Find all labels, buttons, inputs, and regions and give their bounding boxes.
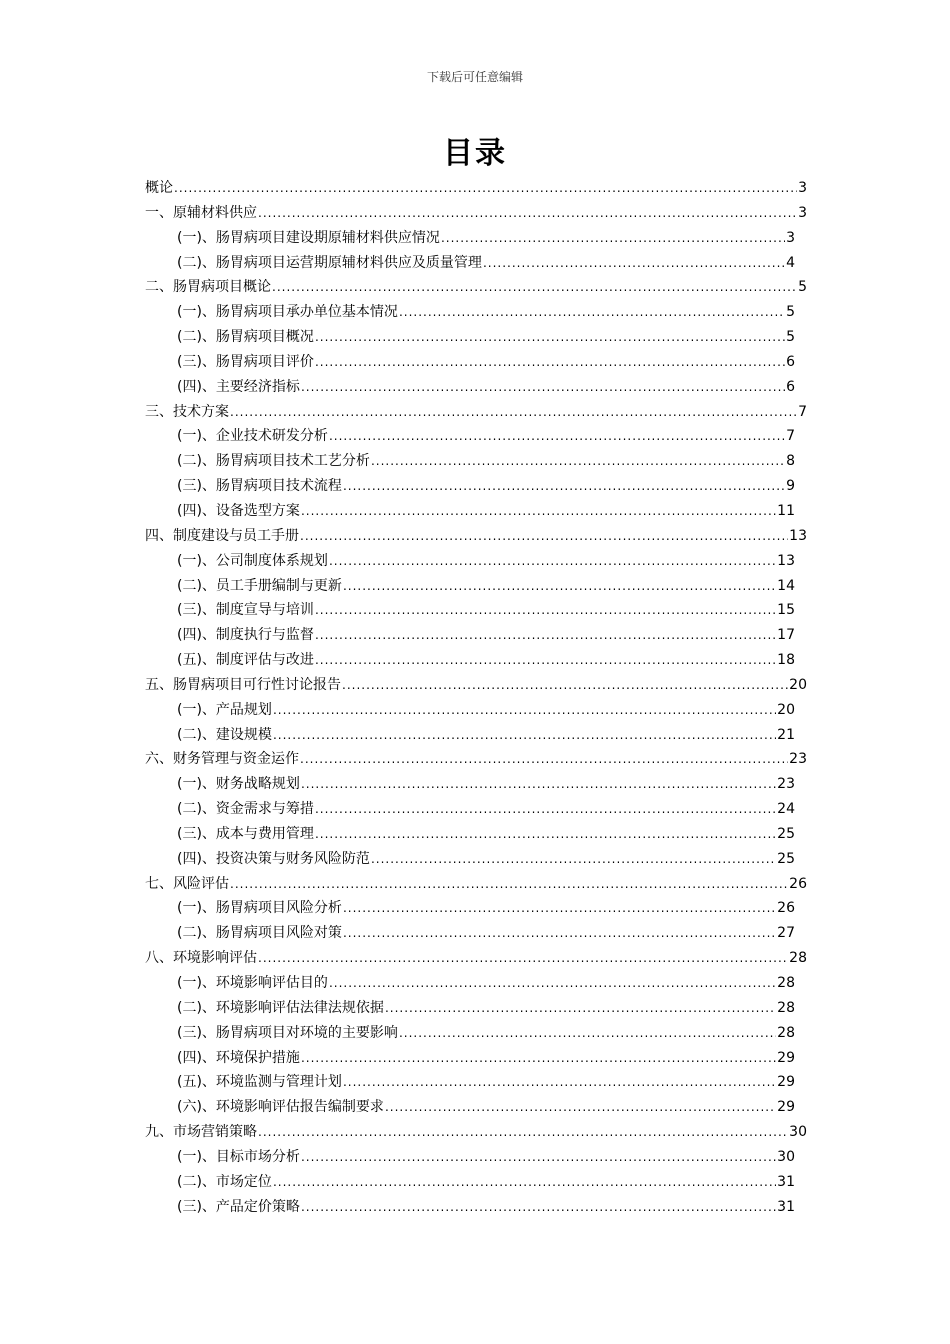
toc-entry[interactable] xyxy=(145,648,807,673)
toc-entry[interactable] xyxy=(145,946,807,971)
toc-entry-page-number: 28 xyxy=(777,999,795,1016)
toc-dot-leader xyxy=(315,797,776,822)
toc-entry[interactable] xyxy=(145,176,807,201)
toc-dot-leader xyxy=(385,996,776,1021)
toc-entry-label: (二)、员工手册编制与更新 xyxy=(177,577,342,594)
toc-entry-label: (二)、肠胃病项目风险对策 xyxy=(177,925,342,942)
table-of-contents xyxy=(145,176,807,1219)
toc-entry-label: (一)、肠胃病项目承办单位基本情况 xyxy=(177,304,398,321)
toc-entry-page-number: 15 xyxy=(777,602,795,619)
toc-entry-page-number: 5 xyxy=(786,304,795,321)
toc-entry[interactable] xyxy=(145,1120,807,1145)
toc-dot-leader xyxy=(230,400,797,425)
toc-entry-page-number: 25 xyxy=(777,850,795,867)
toc-entry-label: (二)、建设规模 xyxy=(177,726,272,743)
toc-entry-page-number: 29 xyxy=(777,1099,795,1116)
toc-dot-leader xyxy=(343,921,776,946)
toc-entry[interactable] xyxy=(145,971,807,996)
toc-dot-leader xyxy=(315,325,785,350)
toc-entry-label: (四)、制度执行与监督 xyxy=(177,627,314,644)
toc-entry[interactable] xyxy=(145,723,807,748)
toc-entry[interactable] xyxy=(145,375,807,400)
toc-entry[interactable] xyxy=(145,797,807,822)
toc-entry-label: (一)、企业技术研发分析 xyxy=(177,428,328,445)
toc-entry[interactable] xyxy=(145,1070,807,1095)
toc-entry[interactable] xyxy=(145,822,807,847)
toc-entry[interactable] xyxy=(145,1021,807,1046)
toc-entry[interactable] xyxy=(145,474,807,499)
toc-title: 目录 xyxy=(443,136,507,171)
toc-entry[interactable] xyxy=(145,1170,807,1195)
toc-dot-leader xyxy=(385,1095,776,1120)
toc-entry[interactable] xyxy=(145,598,807,623)
toc-dot-leader xyxy=(272,275,797,300)
toc-entry-label: (一)、环境影响评估目的 xyxy=(177,975,328,991)
toc-entry-label: 九、市场营销策略 xyxy=(145,1124,257,1141)
toc-entry[interactable] xyxy=(145,872,807,897)
toc-entry-label: (三)、成本与费用管理 xyxy=(177,825,314,842)
header-note: 下载后可任意编辑 xyxy=(426,70,523,84)
toc-entry-label: 六、财务管理与资金运作 xyxy=(145,751,299,768)
toc-entry-label: (三)、产品定价策略 xyxy=(177,1198,300,1215)
toc-entry-page-number: 24 xyxy=(777,801,795,818)
toc-entry-page-number: 31 xyxy=(777,1198,795,1215)
toc-entry-label: (一)、产品规划 xyxy=(177,701,272,718)
toc-entry-label: 五、肠胃病项目可行性讨论报告 xyxy=(145,676,341,693)
toc-entry[interactable] xyxy=(145,623,807,648)
toc-entry[interactable] xyxy=(145,201,807,226)
toc-dot-leader xyxy=(258,201,797,226)
toc-entry-label: 概论 xyxy=(145,180,173,196)
toc-entry[interactable] xyxy=(145,1095,807,1120)
toc-entry-label: (一)、肠胃病项目建设期原辅材料供应情况 xyxy=(177,229,440,246)
toc-entry[interactable] xyxy=(145,350,807,375)
toc-dot-leader xyxy=(441,226,785,251)
toc-entry-page-number: 4 xyxy=(786,254,795,271)
toc-dot-leader xyxy=(329,424,785,449)
toc-entry[interactable] xyxy=(145,996,807,1021)
toc-dot-leader xyxy=(230,872,788,897)
toc-entry-page-number: 3 xyxy=(786,229,795,246)
toc-entry-label: (二)、环境影响评估法律法规依据 xyxy=(177,999,384,1016)
toc-entry-page-number: 7 xyxy=(798,403,807,420)
toc-entry-page-number: 5 xyxy=(786,329,795,346)
toc-entry-label: (五)、环境监测与管理计划 xyxy=(177,1074,342,1091)
toc-entry[interactable] xyxy=(145,549,807,574)
toc-entry-page-number: 20 xyxy=(789,676,807,693)
toc-dot-leader xyxy=(315,623,776,648)
toc-entry[interactable] xyxy=(145,673,807,698)
toc-entry[interactable] xyxy=(145,400,807,425)
toc-entry-page-number: 3 xyxy=(798,180,807,196)
toc-entry-page-number: 6 xyxy=(786,378,795,395)
toc-dot-leader xyxy=(315,350,785,375)
toc-entry-page-number: 27 xyxy=(777,925,795,942)
toc-dot-leader xyxy=(258,1120,788,1145)
toc-entry-label: (二)、肠胃病项目运营期原辅材料供应及质量管理 xyxy=(177,254,482,271)
toc-entry-label: 一、原辅材料供应 xyxy=(145,204,257,221)
toc-entry-label: (一)、目标市场分析 xyxy=(177,1148,300,1165)
toc-entry-label: (六)、环境影响评估报告编制要求 xyxy=(177,1099,384,1116)
toc-dot-leader xyxy=(301,1046,776,1071)
toc-entry-page-number: 29 xyxy=(777,1049,795,1066)
toc-entry-label: (三)、肠胃病项目评价 xyxy=(177,353,314,370)
toc-entry-label: (四)、环境保护措施 xyxy=(177,1049,300,1066)
toc-entry-page-number: 13 xyxy=(777,552,795,569)
toc-entry-page-number: 26 xyxy=(777,900,795,917)
toc-entry[interactable] xyxy=(145,251,807,276)
toc-entry-label: (四)、设备选型方案 xyxy=(177,502,300,519)
toc-entry-page-number: 17 xyxy=(777,627,795,644)
toc-entry[interactable] xyxy=(145,226,807,251)
toc-entry[interactable] xyxy=(145,449,807,474)
toc-dot-leader xyxy=(273,1170,776,1195)
toc-entry-label: (五)、制度评估与改进 xyxy=(177,652,314,669)
toc-entry[interactable] xyxy=(145,847,807,872)
toc-dot-leader xyxy=(301,1195,776,1220)
toc-entry-label: 七、风险评估 xyxy=(145,875,229,892)
toc-entry[interactable] xyxy=(145,896,807,921)
toc-entry-label: 二、肠胃病项目概论 xyxy=(145,279,271,296)
toc-entry[interactable] xyxy=(145,574,807,599)
toc-entry-page-number: 3 xyxy=(798,204,807,221)
toc-entry[interactable] xyxy=(145,524,807,549)
toc-entry-page-number: 7 xyxy=(786,428,795,445)
toc-dot-leader xyxy=(301,375,785,400)
toc-entry-page-number: 13 xyxy=(789,527,807,544)
toc-entry-label: (一)、财务战略规划 xyxy=(177,776,300,793)
toc-dot-leader xyxy=(483,251,785,276)
toc-entry[interactable] xyxy=(145,698,807,723)
toc-entry-label: (一)、公司制度体系规划 xyxy=(177,552,328,569)
toc-entry-page-number: 9 xyxy=(786,478,795,495)
toc-entry[interactable] xyxy=(145,1046,807,1071)
toc-dot-leader xyxy=(258,946,788,971)
toc-entry[interactable] xyxy=(145,1195,807,1220)
toc-dot-leader xyxy=(399,1021,776,1046)
toc-entry-label: (二)、市场定位 xyxy=(177,1173,272,1190)
toc-entry-label: (一)、肠胃病项目风险分析 xyxy=(177,900,342,917)
toc-entry-page-number: 30 xyxy=(789,1124,807,1141)
toc-dot-leader xyxy=(371,449,785,474)
toc-entry-label: (三)、肠胃病项目技术流程 xyxy=(177,478,342,495)
toc-entry-page-number: 23 xyxy=(777,776,795,793)
toc-entry[interactable] xyxy=(145,275,807,300)
toc-dot-leader xyxy=(315,822,776,847)
toc-dot-leader xyxy=(329,549,776,574)
toc-entry[interactable] xyxy=(145,325,807,350)
toc-entry[interactable] xyxy=(145,499,807,524)
toc-dot-leader xyxy=(343,574,776,599)
toc-entry[interactable] xyxy=(145,747,807,772)
toc-dot-leader xyxy=(399,300,785,325)
toc-entry-label: 四、制度建设与员工手册 xyxy=(145,527,299,544)
toc-entry[interactable] xyxy=(145,921,807,946)
toc-entry[interactable] xyxy=(145,772,807,797)
toc-dot-leader xyxy=(301,772,776,797)
toc-entry-page-number: 30 xyxy=(777,1148,795,1165)
toc-entry-label: 三、技术方案 xyxy=(145,403,229,420)
toc-dot-leader xyxy=(174,176,797,201)
toc-dot-leader xyxy=(301,499,776,524)
toc-entry-page-number: 25 xyxy=(777,825,795,842)
toc-entry-page-number: 11 xyxy=(777,502,795,519)
toc-entry-label: (三)、肠胃病项目对环境的主要影响 xyxy=(177,1024,398,1041)
toc-entry-page-number: 29 xyxy=(777,1074,795,1091)
toc-dot-leader xyxy=(315,648,776,673)
toc-entry-page-number: 28 xyxy=(789,950,807,967)
toc-entry-page-number: 20 xyxy=(777,701,795,718)
toc-dot-leader xyxy=(273,723,776,748)
toc-entry-page-number: 6 xyxy=(786,353,795,370)
toc-entry-page-number: 18 xyxy=(777,652,795,669)
toc-entry-label: (四)、主要经济指标 xyxy=(177,378,300,395)
toc-entry-page-number: 26 xyxy=(789,875,807,892)
toc-dot-leader xyxy=(343,896,776,921)
toc-entry-page-number: 21 xyxy=(777,726,795,743)
toc-dot-leader xyxy=(329,971,776,996)
toc-entry-label: 八、环境影响评估 xyxy=(145,950,257,967)
toc-dot-leader xyxy=(301,1145,776,1170)
toc-entry[interactable] xyxy=(145,300,807,325)
toc-entry-page-number: 5 xyxy=(798,279,807,296)
toc-dot-leader xyxy=(300,524,788,549)
toc-entry-page-number: 23 xyxy=(789,751,807,768)
toc-dot-leader xyxy=(371,847,776,872)
toc-entry-label: (二)、资金需求与筹措 xyxy=(177,801,314,818)
toc-dot-leader xyxy=(300,747,788,772)
toc-entry-page-number: 28 xyxy=(777,1024,795,1041)
toc-entry-label: (四)、投资决策与财务风险防范 xyxy=(177,850,370,867)
toc-dot-leader xyxy=(273,698,776,723)
toc-dot-leader xyxy=(315,598,776,623)
toc-dot-leader xyxy=(342,673,788,698)
toc-entry-label: (二)、肠胃病项目技术工艺分析 xyxy=(177,453,370,470)
toc-entry-page-number: 28 xyxy=(777,975,795,991)
toc-entry[interactable] xyxy=(145,1145,807,1170)
toc-entry[interactable] xyxy=(145,424,807,449)
toc-entry-page-number: 8 xyxy=(786,453,795,470)
toc-entry-page-number: 14 xyxy=(777,577,795,594)
toc-entry-label: (二)、肠胃病项目概况 xyxy=(177,329,314,346)
toc-dot-leader xyxy=(343,1070,776,1095)
toc-entry-page-number: 31 xyxy=(777,1173,795,1190)
toc-entry-label: (三)、制度宣导与培训 xyxy=(177,602,314,619)
toc-dot-leader xyxy=(343,474,785,499)
